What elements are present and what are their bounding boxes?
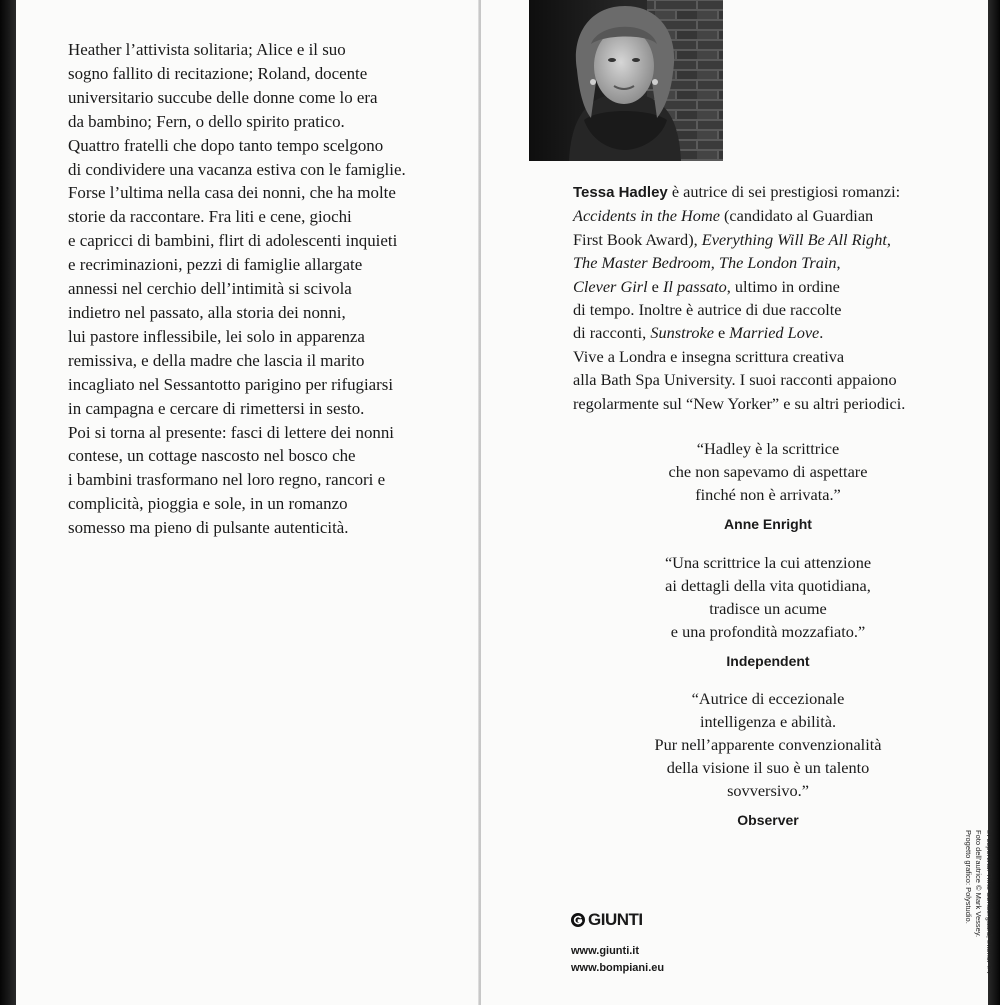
cover-credits: In copertina: Trine Søndergaard, Interior #4 Foto dell’autrice © Mark Vessey. Progetto grafico: Polystudio.: [964, 830, 994, 974]
review-quote-2: “Una scrittrice la cui attenzione ai dettagli della vita quotidiana, tradisce un acume e una profondità mozzafiato.” Independent: [573, 551, 963, 673]
back-cover-page: [16, 0, 481, 1005]
publisher-urls: [571, 943, 664, 977]
book-title: Everything Will Be All Right: [701, 229, 887, 249]
quote-source: Independent: [726, 653, 810, 669]
book-title: Sunstroke: [650, 323, 714, 343]
review-quote-1: “Hadley è la scrittrice che non sapevamo di aspettare finché non è arrivata.” Anne Enright: [573, 437, 963, 536]
quote-source: Observer: [737, 812, 799, 828]
book-title: Accidents in the Home: [573, 206, 720, 226]
book-title: Il passato: [662, 276, 727, 296]
book-title: Married Love: [729, 323, 820, 343]
author-bio: Tessa Hadley è autrice di sei prestigiosi romanzi: Accidents in the Home (candidato al Guardian First Book Award), Everything Will Be All Right, The Master Bedroom, The London Train, Clever Girl e Il passato, ultimo in ordine di tempo. Inoltre è autrice di due raccolte di racconti, Sunstroke e Married Love. Vive a Londra e insegna scrittura creativa alla Bath Spa University. I suoi racconti appaiono regolarmente sul “New Yorker” e su altri periodici.: [573, 182, 906, 413]
author-name: Tessa Hadley: [573, 184, 668, 201]
book-edge-left: [0, 0, 16, 1005]
publisher-logo: GIUNTI: [571, 910, 643, 930]
synopsis-text: Heather l’attivista solitaria; Alice e il suo sogno fallito di recitazione; Roland, docente universitario succube delle donne come lo era da bambino; Fern, o dello spirito pratico. Quattro fratelli che dopo tanto tempo scelgono di condividere una vacanza estiva con le famiglie. Forse l’ultima nella casa dei nonni, che ha molte storie da raccontare. Fra liti e cene, giochi e capricci di bambini, flirt di adolescenti inquieti e recriminazioni, pezzi di famiglie allargate annessi nel cerchio dell’intimità si scivola indietro nel passato, alla storia dei nonni, lui pastore inflessibile, lei solo in apparenza remissiva, e della madre che lascia il marito incagliato nel Sessantotto parigino per rifugiarsi in campagna e cercare di rimettersi in sesto. Poi si torna al presente: fasci di lettere dei nonni contese, un cottage nascosto nel bosco che i bambini trasformano nel loro regno, rancori e complicità, pioggia e sole, in un romanzo somesso ma pieno di pulsante autenticità.: [68, 40, 406, 538]
review-quote-3: “Autrice di eccezionale intelligenza e abilità. Pur nell’apparente convenzionalità della visione il suo è un talento sovversivo.” Observer: [573, 687, 963, 832]
book-title: The London Train: [718, 253, 837, 273]
website-link[interactable]: www.giunti.it: [571, 945, 640, 957]
quote-source: Anne Enright: [724, 516, 812, 532]
website-link[interactable]: www.bompiani.eu: [571, 962, 665, 974]
flap-page: [481, 0, 994, 1005]
giunti-logo-icon: [571, 913, 585, 927]
book-title: The Master Bedroom: [573, 253, 711, 273]
book-title: Clever Girl: [573, 276, 648, 296]
author-photo: [529, 0, 723, 161]
